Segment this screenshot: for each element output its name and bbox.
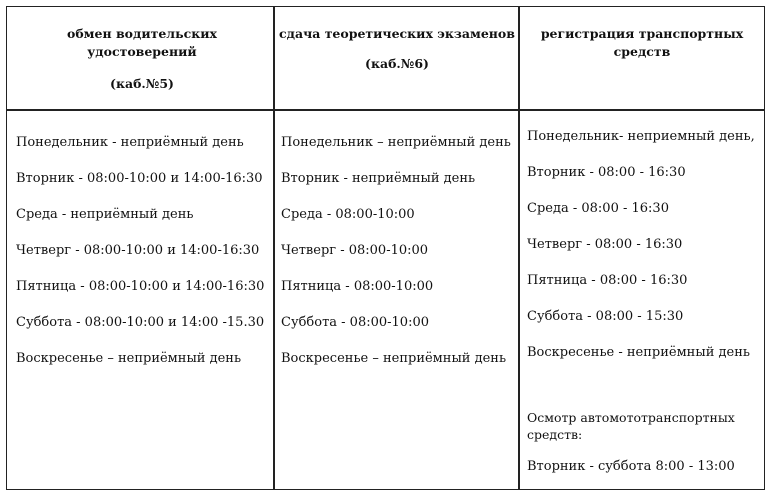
inspection-hours: Вторник - суббота 8:00 - 13:00 [527, 459, 735, 474]
schedule-line: Вторник - 08:00 - 16:30 [527, 165, 686, 180]
schedule-line: Четверг - 08:00-10:00 [281, 243, 429, 258]
schedule-line: Понедельник – неприёмный день [281, 135, 511, 150]
header-room: (каб.№6) [365, 56, 429, 71]
schedule-line: Среда - 08:00-10:00 [281, 207, 415, 222]
schedule-line: Среда - 08:00 - 16:30 [527, 201, 669, 216]
inspection-title: Осмотр автомототранспортных средств: [527, 410, 735, 442]
schedule-line: Четверг - 08:00-10:00 и 14:00-16:30 [16, 243, 260, 258]
schedule-line: Суббота - 08:00-10:00 и 14:00 -15.30 [16, 315, 265, 330]
schedule-line: Вторник - 08:00-10:00 и 14:00-16:30 [16, 171, 263, 186]
schedule-line: Пятница - 08:00-10:00 [281, 279, 434, 294]
header-theory-exams [277, 7, 517, 109]
column-divider-1 [273, 7, 275, 489]
schedule-line: Воскресенье – неприёмный день [281, 351, 507, 366]
schedule-table [6, 6, 765, 490]
schedule-line: Пятница - 08:00 - 16:30 [527, 273, 688, 288]
schedule-line: Пятница - 08:00-10:00 и 14:00-16:30 [16, 279, 265, 294]
schedule-line: Среда - неприёмный день [16, 207, 194, 222]
schedule-line: Воскресенье - неприёмный день [527, 345, 750, 360]
header-title: сдача теоретических экзаменов [279, 26, 515, 41]
header-room: (каб.№5) [110, 76, 174, 91]
schedule-line: Понедельник- неприемный день, [527, 129, 755, 144]
schedule-line: Суббота - 08:00-10:00 [281, 315, 429, 330]
schedule-line: Понедельник - неприёмный день [16, 135, 244, 150]
schedule-line: Четверг - 08:00 - 16:30 [527, 237, 683, 252]
header-vehicle-registration [532, 7, 752, 109]
header-divider [7, 109, 764, 111]
header-title: обмен водительских удостоверений [67, 26, 217, 59]
schedule-line: Воскресенье – неприёмный день [16, 351, 242, 366]
header-license-exchange [47, 7, 237, 109]
column-divider-2 [518, 7, 520, 489]
schedule-line: Вторник - неприёмный день [281, 171, 476, 186]
schedule-line: Суббота - 08:00 - 15:30 [527, 309, 684, 324]
header-title: регистрация транспортных средств [540, 26, 744, 59]
